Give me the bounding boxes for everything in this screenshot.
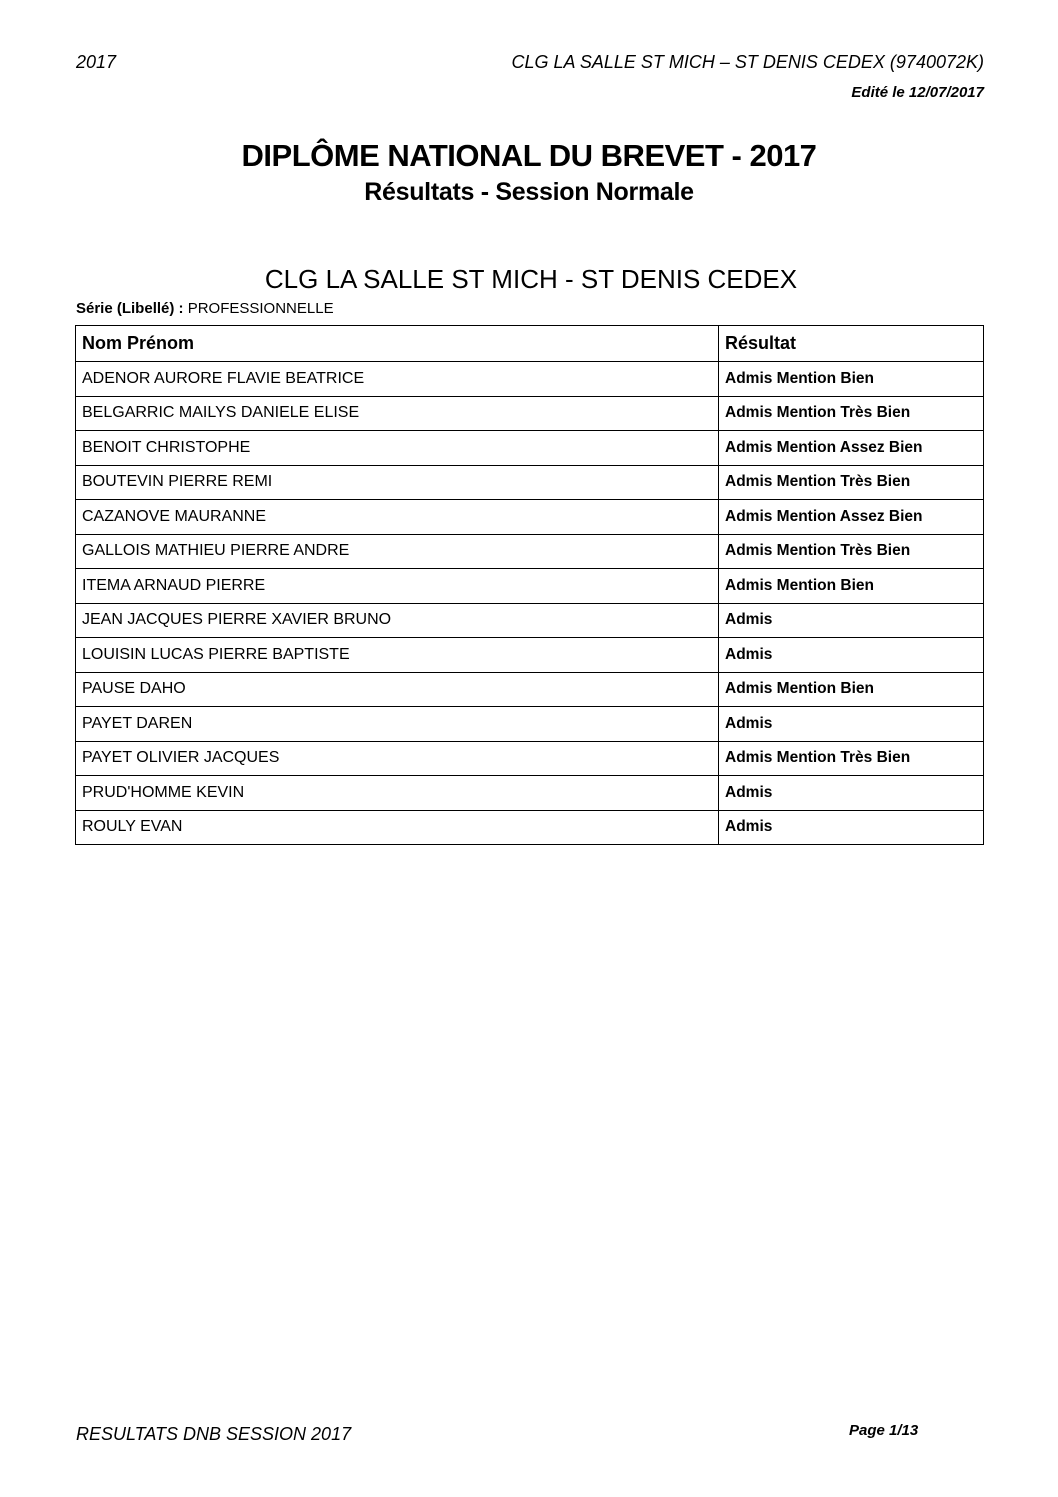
student-result: Admis Mention Très Bien: [719, 465, 984, 500]
student-name: BENOIT CHRISTOPHE: [76, 431, 719, 466]
table-row: [76, 431, 984, 466]
student-name: PAUSE DAHO: [76, 672, 719, 707]
student-result: Admis Mention Assez Bien: [719, 500, 984, 535]
table-row: [76, 500, 984, 535]
student-name: GALLOIS MATHIEU PIERRE ANDRE: [76, 534, 719, 569]
student-name: PAYET DAREN: [76, 707, 719, 742]
serie-label: Série (Libellé) :: [76, 300, 184, 317]
table-row: [76, 810, 984, 845]
footer-title: RESULTATS DNB SESSION 2017: [76, 1424, 352, 1444]
student-name: PRUD'HOMME KEVIN: [76, 776, 719, 811]
table-row: [76, 534, 984, 569]
serie-line: [76, 300, 334, 317]
student-name: CAZANOVE MAURANNE: [76, 500, 719, 535]
student-name: ADENOR AURORE FLAVIE BEATRICE: [76, 362, 719, 397]
table-row: [76, 465, 984, 500]
column-header-result: Résultat: [719, 326, 984, 362]
table-row: [76, 776, 984, 811]
student-name: LOUISIN LUCAS PIERRE BAPTISTE: [76, 638, 719, 673]
student-result: Admis: [719, 603, 984, 638]
student-name: BOUTEVIN PIERRE REMI: [76, 465, 719, 500]
student-name: JEAN JACQUES PIERRE XAVIER BRUNO: [76, 603, 719, 638]
school-name: CLG LA SALLE ST MICH - ST DENIS CEDEX: [264, 264, 798, 294]
page-subtitle: Résultats - Session Normale: [364, 178, 694, 206]
header-edited-date: Edité le 12/07/2017: [851, 84, 984, 101]
student-name: ITEMA ARNAUD PIERRE: [76, 569, 719, 604]
student-result: Admis: [719, 638, 984, 673]
student-name: BELGARRIC MAILYS DANIELE ELISE: [76, 396, 719, 431]
student-result: Admis Mention Assez Bien: [719, 431, 984, 466]
student-result: Admis: [719, 776, 984, 811]
student-result: Admis Mention Bien: [719, 672, 984, 707]
page-number: Page 1/13: [849, 1422, 919, 1439]
student-name: ROULY EVAN: [76, 810, 719, 845]
table-row: [76, 396, 984, 431]
student-result: Admis: [719, 707, 984, 742]
student-name: PAYET OLIVIER JACQUES: [76, 741, 719, 776]
page-title: DIPLÔME NATIONAL DU BREVET - 2017: [241, 138, 817, 173]
student-result: Admis Mention Très Bien: [719, 396, 984, 431]
table-header-row: [76, 326, 984, 362]
student-result: Admis Mention Bien: [719, 362, 984, 397]
table-row: [76, 569, 984, 604]
table-row: [76, 362, 984, 397]
table-row: [76, 707, 984, 742]
student-result: Admis Mention Très Bien: [719, 741, 984, 776]
table-row: [76, 741, 984, 776]
header-school: CLG LA SALLE ST MICH – ST DENIS CEDEX (9740072K): [511, 52, 984, 72]
table-row: [76, 638, 984, 673]
table-row: [76, 672, 984, 707]
column-header-name: Nom Prénom: [76, 326, 719, 362]
student-result: Admis: [719, 810, 984, 845]
table-row: [76, 603, 984, 638]
header-year: 2017: [76, 52, 117, 72]
student-result: Admis Mention Bien: [719, 569, 984, 604]
results-table: [75, 325, 984, 845]
student-result: Admis Mention Très Bien: [719, 534, 984, 569]
serie-value: PROFESSIONNELLE: [187, 300, 334, 317]
